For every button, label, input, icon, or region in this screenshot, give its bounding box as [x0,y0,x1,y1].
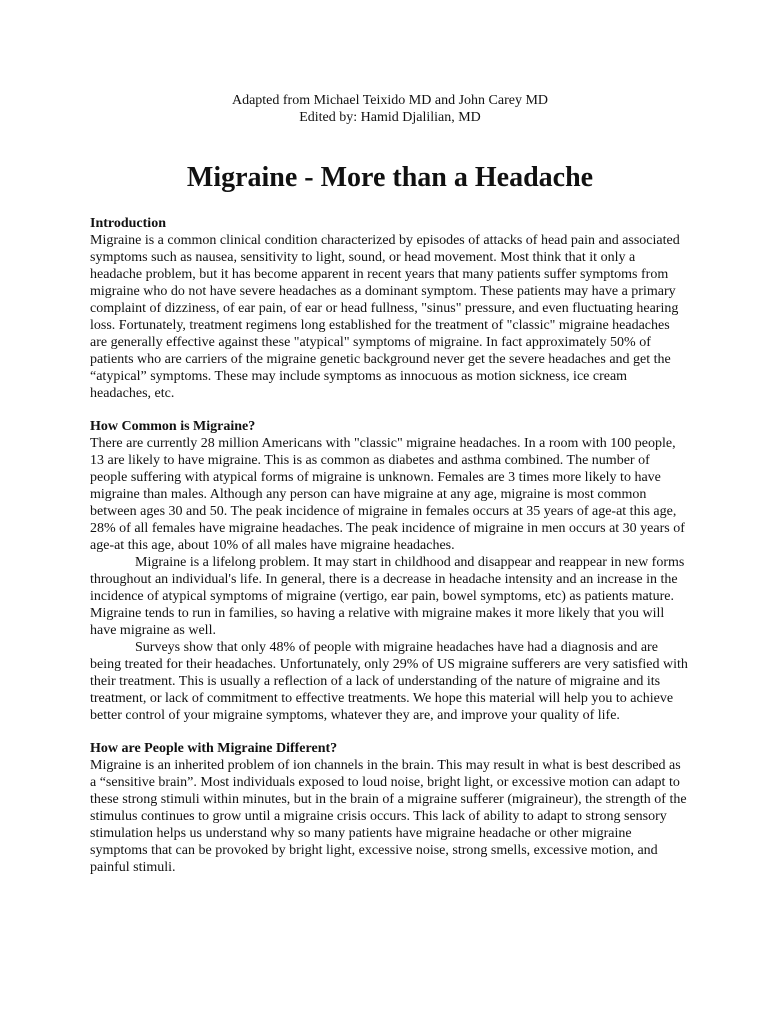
paragraph: Migraine is a lifelong problem. It may start in childhood and disappear and reappear in new forms throughout an individual's life. In general, there is a decrease in headache intensity and an increase in the incidence of atypical symptoms of migraine (vertigo, ear pain, bowel symptoms, etc) as patients mature. Migraine tends to run in families, so having a relative with migraine makes it more likely that you will have migraine as well. [90,555,685,638]
page-title: Migraine - More than a Headache [186,162,594,193]
section-heading: Introduction [90,216,166,231]
section-heading: How are People with Migraine Different? [90,741,338,756]
paragraph: Surveys show that only 48% of people with migraine headaches have had a diagnosis and are being treated for their headaches. Unfortunately, only 29% of US migraine sufferers are very satisfied with their treatment. This is usually a reflection of a lack of understanding of the nature of migraine and its treatment, or lack of commitment to effective treatments. We hope this material will help you to achieve better control of your migraine symptoms, whatever they are, and improve your quality of life. [90,640,688,723]
document-page [90,92,690,876]
paragraph: There are currently 28 million Americans with "classic" migraine headaches. In a room with 100 people, 13 are likely to have migraine. This is as common as diabetes and asthma combined. The number of people suffering with atypical forms of migraine is unknown. Females are 3 times more likely to have migraine than males. Although any person can have migraine at any age, migraine is most common between ages 30 and 50. The peak incidence of migraine in females occurs at 35 years of age-at this age, 28% of all females have migraine headaches. The peak incidence of migraine in men occurs at 30 years of age-at this age, about 10% of all males have migraine headaches. [90,436,685,553]
paragraph: Migraine is a common clinical condition characterized by episodes of attacks of head pain and associated symptoms such as nausea, sensitivity to light, sound, or head movement. Most think that it only a headache problem, but it has become apparent in recent years that many patients suffer symptoms from migraine who do not have severe headaches as a dominant symptom. These patients may have a primary complaint of dizziness, of ear pain, of ear or head fullness, "sinus" pressure, and even fluctuating hearing loss. Fortunately, treatment regimens long established for the treatment of "classic" migraine headaches are generally effective against these "atypical" symptoms of migraine. In fact approximately 50% of patients who are carriers of the migraine genetic background never get the severe headaches and get the “atypical” symptoms. These may include symptoms as innocuous as motion sickness, ice cream headaches, etc. [90,233,680,401]
section-introduction [90,215,690,402]
credit-line-authors: Adapted from Michael Teixido MD and John Carey MD [231,93,549,108]
section-how-different [90,740,690,876]
section-how-common [90,418,690,724]
paragraph: Migraine is an inherited problem of ion channels in the brain. This may result in what is best described as a “sensitive brain”. Most individuals exposed to loud noise, bright light, or excessive motion can adapt to these strong stimuli within minutes, but in the brain of a migraine sufferer (migraineur), the strength of the stimulus continues to grow until a migraine crisis occurs. This lack of ability to adapt to strong sensory stimulation helps us understand why so many patients have migraine headache or other migraine symptoms that can be provoked by bright light, excessive noise, strong smells, excessive motion, and painful stimuli. [90,758,687,875]
credit-line-editor: Edited by: Hamid Djalilian, MD [299,110,481,125]
section-heading: How Common is Migraine? [90,419,256,434]
